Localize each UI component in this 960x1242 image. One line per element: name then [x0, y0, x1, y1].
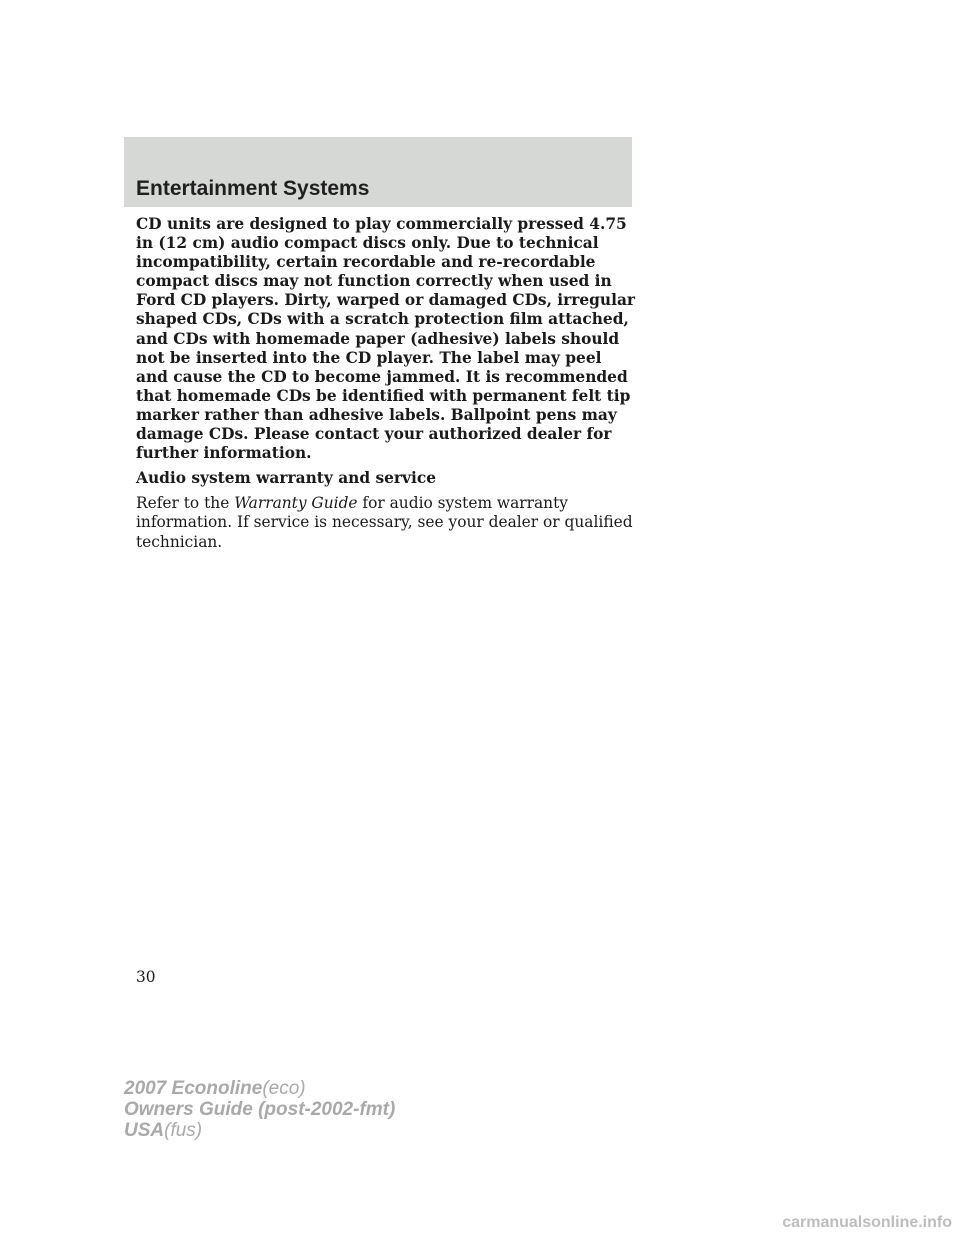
footer-line-region: [124, 1120, 395, 1141]
warranty-paragraph: [136, 494, 636, 551]
section-title: Entertainment Systems: [136, 177, 370, 200]
footer-region-code: (fus): [164, 1120, 203, 1141]
footer-model-code: (eco): [262, 1078, 306, 1099]
main-content: [136, 215, 636, 552]
footer-guide: Owners Guide (post-2002-fmt): [124, 1099, 396, 1120]
cd-compatibility-paragraph: CD units are designed to play commercially pressed 4.75 in (12 cm) audio compact discs only. Due to technical incompatibility, certain recordable and re-recordable compact discs may not function correctly when used in Ford CD players. Dirty, warped or damaged CDs, irregular shaped CDs, CDs with a scratch protection film attached, and CDs with homemade paper (adhesive) labels should not be inserted into the CD player. The label may peel and cause the CD to become jammed. It is recommended that homemade CDs be identified with permanent felt tip marker rather than adhesive labels. Ballpoint pens may damage CDs. Please contact your authorized dealer for further information.: [136, 215, 636, 463]
page-number: 30: [136, 968, 156, 986]
warranty-text-pre: Refer to the: [136, 494, 235, 513]
warranty-text-post: for audio system warranty information. If service is necessary, see your dealer or qualified technician.: [136, 494, 633, 551]
document-footer: [124, 1078, 395, 1141]
footer-model: 2007 Econoline: [124, 1078, 263, 1099]
footer-line-model: [124, 1078, 395, 1099]
section-header-band: [124, 137, 632, 207]
site-watermark: carmanualsonline.info: [782, 1214, 952, 1231]
footer-line-guide: [124, 1099, 395, 1120]
warranty-heading: Audio system warranty and service: [136, 469, 436, 488]
footer-region: USA: [124, 1120, 165, 1141]
warranty-guide-title: Warranty Guide: [234, 494, 358, 513]
